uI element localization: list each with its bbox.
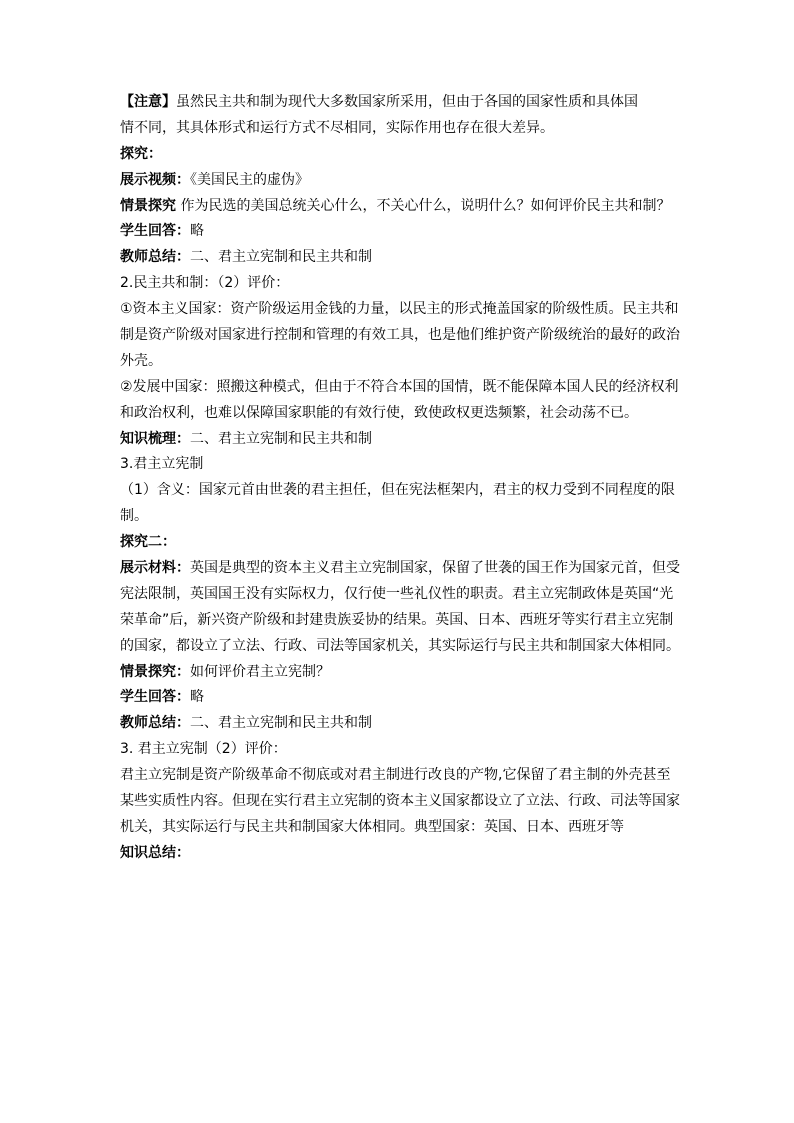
body-text: 二、君主立宪制和民主共和制 (190, 430, 372, 447)
paragraph (120, 685, 690, 711)
section-label: 情景探究： (120, 663, 190, 680)
text-line (120, 763, 690, 789)
text-line (120, 323, 690, 349)
body-text: 制是资产阶级对国家进行控制和管理的有效工具，也是他们维护资产阶级统治的最好的政治 (120, 327, 680, 344)
paragraph (120, 142, 690, 168)
body-text: ①资本主义国家：资产阶级运用金钱的力量，以民主的形式掩盖国家的阶级性质。民主共和 (120, 301, 679, 318)
paragraph (120, 530, 690, 556)
section-label: 知识梳理： (120, 430, 190, 447)
text-line (120, 660, 690, 686)
paragraph (120, 427, 690, 453)
body-text: 英国是典型的资本主义君主立宪制国家，保留了世袭的国王作为国家元首，但受 (190, 560, 680, 577)
body-text: 制。 (120, 508, 148, 525)
text-line (120, 841, 690, 867)
section-label: 知识总结： (120, 844, 190, 861)
text-line (120, 245, 690, 271)
text-line (120, 349, 690, 375)
text-line (120, 219, 690, 245)
body-text: 的国家，都设立了立法、行政、司法等国家机关，其实际运行与民主共和制国家大体相同。 (120, 637, 680, 654)
text-line (120, 271, 690, 297)
section-label: 展示材料： (120, 560, 190, 577)
body-text: 3. 君主立宪制（2）评价： (120, 741, 287, 758)
body-text: 略 (190, 223, 204, 240)
paragraph (120, 660, 690, 686)
paragraph (120, 271, 690, 297)
section-label: 情景探究 (120, 197, 176, 214)
body-text: 如何评价君主立宪制？ (190, 663, 330, 680)
text-line (120, 815, 690, 841)
text-line (120, 582, 690, 608)
paragraph (120, 478, 690, 530)
body-text: 二、君主立宪制和民主共和制 (190, 715, 372, 732)
paragraph (120, 763, 690, 841)
paragraph (120, 168, 690, 194)
text-line (120, 737, 690, 763)
body-text: 作为民选的美国总统关心什么，不关心什么，说明什么？如何评价民主共和制？ (176, 197, 671, 214)
body-text: ②发展中国家：照搬这种模式，但由于不符合本国的国情，既不能保障本国人民的经济权利 (120, 378, 679, 395)
text-line (120, 90, 690, 116)
body-text: 外壳。 (120, 352, 162, 369)
text-line (120, 297, 690, 323)
paragraph (120, 194, 690, 220)
text-line (120, 401, 690, 427)
paragraph (120, 219, 690, 245)
section-label: 展示视频： (120, 171, 190, 188)
section-label: 【注意】 (120, 94, 176, 110)
paragraph (120, 737, 690, 763)
text-line (120, 608, 690, 634)
paragraph (120, 375, 690, 427)
text-line (120, 142, 690, 168)
body-text: 略 (190, 689, 204, 706)
body-text: 宪法限制，英国国王没有实际权力，仅行使一些礼仪性的职责。君主立宪制政体是英国“光 (120, 585, 674, 602)
text-line (120, 530, 690, 556)
text-line (120, 789, 690, 815)
text-line (120, 427, 690, 453)
text-line (120, 452, 690, 478)
text-line (120, 478, 690, 504)
paragraph (120, 90, 690, 142)
text-line (120, 685, 690, 711)
section-label: 学生回答： (120, 223, 190, 240)
paragraph (120, 245, 690, 271)
text-line (120, 194, 690, 220)
paragraph (120, 556, 690, 660)
text-line (120, 556, 690, 582)
text-line (120, 504, 690, 530)
body-text: 虽然民主共和制为现代大多数国家所采用，但由于各国的国家性质和具体国 (176, 94, 638, 110)
body-text: 二、君主立宪制和民主共和制 (190, 249, 372, 266)
text-line (120, 711, 690, 737)
body-text: 荣革命”后，新兴资产阶级和封建贵族妥协的结果。英国、日本、西班牙等实行君主立宪制 (120, 611, 674, 628)
paragraph (120, 452, 690, 478)
text-line (120, 634, 690, 660)
paragraph (120, 297, 690, 375)
body-text: 3.君主立宪制 (120, 456, 204, 473)
section-label: 教师总结： (120, 715, 190, 732)
text-line (120, 116, 690, 142)
section-label: 教师总结： (120, 249, 190, 266)
body-text: 2.民主共和制：（2）评价： (120, 275, 290, 292)
body-text: （1）含义：国家元首由世袭的君主担任，但在宪法框架内，君主的权力受到不同程度的限 (120, 482, 675, 499)
paragraph (120, 711, 690, 737)
body-text: 某些实质性内容。但现在实行君主立宪制的资本主义国家都设立了立法、行政、司法等国家 (120, 793, 680, 810)
body-text: 《美国民主的虚伪》 (190, 171, 309, 188)
section-label: 探究二： (120, 534, 176, 551)
section-label: 探究： (120, 145, 162, 162)
document-body (120, 90, 690, 867)
body-text: 和政治权利，也难以保障国家职能的有效行使，致使政权更迭频繁，社会动荡不已。 (120, 404, 638, 421)
section-label: 学生回答： (120, 689, 190, 706)
text-line (120, 375, 690, 401)
paragraph (120, 841, 690, 867)
body-text: 情不同，其具体形式和运行方式不尽相同，实际作用也存在很大差异。 (120, 119, 554, 136)
body-text: 君主立宪制是资产阶级革命不彻底或对君主制进行改良的产物,它保留了君主制的外壳甚至 (120, 767, 671, 784)
body-text: 机关，其实际运行与民主共和制国家大体相同。典型国家：英国、日本、西班牙等 (120, 818, 624, 835)
text-line (120, 168, 690, 194)
